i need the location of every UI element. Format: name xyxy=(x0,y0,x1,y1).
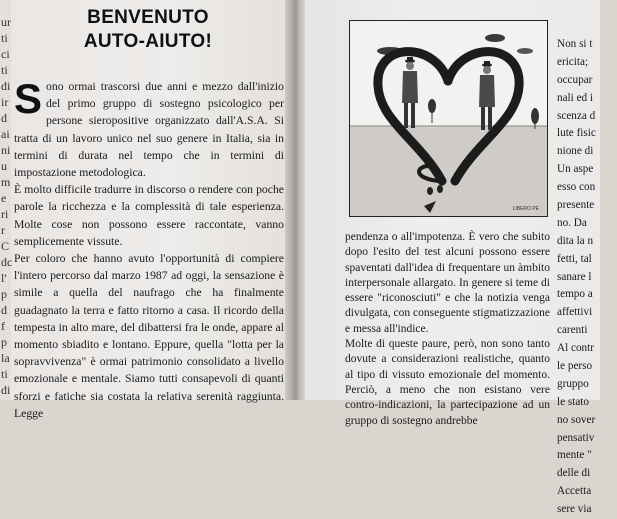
previous-page-edge xyxy=(0,0,11,400)
column-fragment: affettivi xyxy=(557,306,593,319)
edge-fragment: d xyxy=(1,111,7,125)
edge-fragment: m xyxy=(1,175,11,189)
column-fragment: delle di xyxy=(557,467,591,480)
column-fragment: esso con xyxy=(557,181,596,194)
column-fragment: mente " xyxy=(557,449,592,462)
illustration-credit: LIBERO PE xyxy=(512,206,539,212)
column-fragment: Accetta xyxy=(557,485,592,498)
column-fragment: sanare l xyxy=(557,270,592,283)
left-body-text xyxy=(14,75,284,422)
paragraph-1-text: ono ormai trascorsi due anni e mezzo dall'inizio del primo gruppo di sostegno psicologico per persone sieropositive organizzato dall'A.S.A. Si tratta di un lavoro unico nel suo genere in Italia, sia in termini di durata nel tempo che in termini di impostazione metodologica. xyxy=(14,80,284,180)
column-fragment: nali ed i xyxy=(557,91,594,104)
column-fragment: pensativ xyxy=(557,431,595,444)
edge-fragment: ur xyxy=(1,15,11,29)
paragraph-2: Per coloro che hanno avuto l'opportunità di compiere l'intero percorso dal marzo 1987 ad oggi, la sensazione è simile a quella del naufrago che ha finalmente guadagnato la terra e fatto ritorno a casa. Il ricordo della tempesta in alto mare, del dibattersi fra le onde, appare al momento sbiadito e lontano. Eppure, quella "lotta per la sopravvivenza" è ormai patrimonio consolidato a livello emozionale e mentale. Siamo tutti consapevoli di quanti sforzi e fatiche sia costata la relativa serenità raggiunta. Legge xyxy=(14,252,284,420)
edge-fragment: e xyxy=(1,191,7,205)
edge-fragment: ri xyxy=(1,207,9,221)
column-fragment: tempo a xyxy=(557,288,593,301)
edge-fragment: u xyxy=(1,159,7,173)
title-line-1: BENVENUTO xyxy=(87,7,209,28)
column-fragment: no sover xyxy=(557,413,596,426)
column-fragment: le perso xyxy=(557,360,593,373)
column-fragment: occupar xyxy=(557,73,593,86)
edge-fragment: p xyxy=(1,287,7,301)
edge-fragment: ti xyxy=(1,367,8,381)
edge-fragment: di xyxy=(1,383,11,397)
edge-fragment: ci xyxy=(1,47,10,61)
column-fragment: nione di xyxy=(557,145,594,158)
edge-fragment: ai xyxy=(1,127,10,141)
illustration-drawing xyxy=(350,21,547,216)
column-fragment: Non si t xyxy=(557,38,593,50)
edge-fragment: l' xyxy=(1,271,7,285)
edge-fragment: la xyxy=(1,351,10,365)
edge-fragment: dc xyxy=(1,255,13,269)
drop-cap: S xyxy=(14,75,43,122)
column-fragment: lute fisic xyxy=(557,127,596,140)
edge-fragment: ir xyxy=(1,95,9,109)
edge-fragment: d xyxy=(1,303,7,317)
column-fragment: gruppo xyxy=(557,377,589,390)
column-fragment: ericita; xyxy=(557,55,589,68)
right-page xyxy=(305,0,600,516)
right-body-text xyxy=(345,230,550,429)
column-fragment: fetti, tal xyxy=(557,252,592,265)
column-fragment: carenti xyxy=(557,324,588,337)
edge-fragment: di xyxy=(1,79,11,93)
edge-fragment: ni xyxy=(1,143,11,157)
left-page xyxy=(0,0,289,420)
edge-fragment: C xyxy=(1,239,10,253)
title-line-2: AUTO-AIUTO! xyxy=(83,31,213,52)
edge-fragment: ti xyxy=(1,31,8,45)
column-fragment: le stato xyxy=(557,395,590,408)
edge-fragment: f xyxy=(1,319,5,333)
column-fragment: Al contr xyxy=(557,342,594,355)
column-fragment: scenza d xyxy=(557,109,596,122)
column-fragment: dita la n xyxy=(557,234,594,247)
column-fragment: no. Da xyxy=(557,216,587,229)
cut-off-column xyxy=(557,36,617,519)
edge-fragment: ti xyxy=(1,63,8,77)
right-paragraph-2: Molte di queste paure, però, non sono tanto dovute a considerazioni realistiche, quanto al tipo di vissuto emozionale del momento. Perciò, a meno che non esistano vere contro-indicazioni, la partecipazione ad un gruppo di sostegno andrebbe xyxy=(345,338,550,427)
column-fragment: presente xyxy=(557,199,595,212)
article-title xyxy=(58,6,238,54)
edge-fragment: r xyxy=(1,223,5,237)
right-paragraph-1: pendenza o all'impotenza. È vero che subito dopo l'esito del test alcuni possono essere spaventati dall'idea di frequentare un àmbito interpersonale allargato. In genere si teme di essere "riconosciuti" e che la notizia venga divulgata, con conseguente stigmatizzazione e messa all'indice. xyxy=(345,231,551,335)
paragraph-1-cont: È molto difficile tradurre in discorso o rendere con poche parole la ricchezza e la complessità di tale esperienza. Molte cose non possono essere raccontate, vanno semplicemente vissute. xyxy=(14,183,284,248)
column-fragment: Un aspe xyxy=(557,163,594,176)
column-fragment: sere via xyxy=(557,503,592,516)
surreal-heart-illustration xyxy=(349,20,548,217)
paragraph-1 xyxy=(14,75,284,181)
edge-fragment: p xyxy=(1,335,7,349)
